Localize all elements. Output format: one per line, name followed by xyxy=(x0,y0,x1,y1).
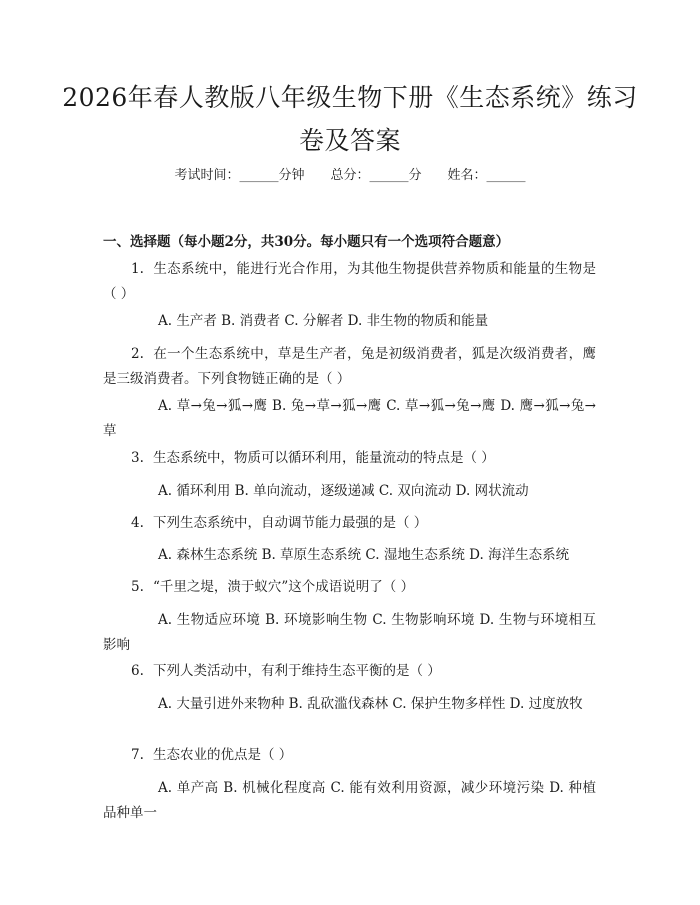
question-number: 3. xyxy=(131,450,144,466)
question-number: 7. xyxy=(131,747,144,763)
page-title: 2026年春人教版八年级生物下册《生态系统》练习卷及答案 xyxy=(62,83,638,155)
question-7-options xyxy=(103,776,596,826)
question-stem: 在一个生态系统中，草是生产者，兔是初级消费者，狐是次级消费者，鹰是三级消费者。下列食物链正确的是（ ） xyxy=(103,346,596,387)
options-text: A. 循环利用 B. 单向流动，逐级递减 C. 双向流动 D. 网状流动 xyxy=(158,483,529,499)
question-stem: “千里之堤，溃于蚁穴”这个成语说明了（ ） xyxy=(153,579,415,595)
question-number: 6. xyxy=(131,663,144,679)
question-stem: 生态系统中，能进行光合作用，为其他生物提供营养物质和能量的生物是（ ） xyxy=(103,261,596,302)
question-number: 2. xyxy=(131,346,144,362)
question-number: 4. xyxy=(131,515,144,531)
question-2-options xyxy=(103,394,596,444)
question-stem: 下列生态系统中，自动调节能力最强的是（ ） xyxy=(153,515,428,531)
question-5 xyxy=(103,575,596,600)
question-stem: 下列人类活动中，有利于维持生态平衡的是（ ） xyxy=(153,663,441,679)
question-6-options xyxy=(103,692,596,717)
options-text: A. 生物适应环境 B. 环境影响生物 C. 生物影响环境 D. 生物与环境相互影响 xyxy=(103,612,596,653)
options-text: A. 单产高 B. 机械化程度高 C. 能有效利用资源，减少环境污染 D. 种植品种单一 xyxy=(103,780,596,821)
question-7 xyxy=(103,743,596,768)
question-6 xyxy=(103,659,596,684)
question-number: 5. xyxy=(131,579,144,595)
question-1 xyxy=(103,257,596,307)
question-3 xyxy=(103,446,596,471)
question-4 xyxy=(103,511,596,536)
options-text: A. 生产者 B. 消费者 C. 分解者 D. 非生物的物质和能量 xyxy=(158,313,489,329)
question-2 xyxy=(103,342,596,392)
question-stem: 生态农业的优点是（ ） xyxy=(153,747,293,763)
options-text: A. 森林生态系统 B. 草原生态系统 C. 湿地生态系统 D. 海洋生态系统 xyxy=(158,547,570,563)
exam-info-line: 考试时间：______分钟 总分：______分 姓名：______ xyxy=(174,168,526,183)
question-number: 1. xyxy=(131,261,144,277)
options-text: A. 草→兔→狐→鹰 B. 兔→草→狐→鹰 C. 草→狐→兔→鹰 D. 鹰→狐→兔→草 xyxy=(103,398,596,439)
question-5-options xyxy=(103,608,596,658)
question-1-options xyxy=(103,309,596,334)
options-text: A. 大量引进外来物种 B. 乱砍滥伐森林 C. 保护生物多样性 D. 过度放牧 xyxy=(158,696,583,712)
section-heading: 一、选择题（每小题2分，共30分。每小题只有一个选项符合题意） xyxy=(103,234,510,250)
question-stem: 生态系统中，物质可以循环利用，能量流动的特点是（ ） xyxy=(153,450,495,466)
question-4-options xyxy=(103,543,596,568)
question-3-options xyxy=(103,479,596,504)
